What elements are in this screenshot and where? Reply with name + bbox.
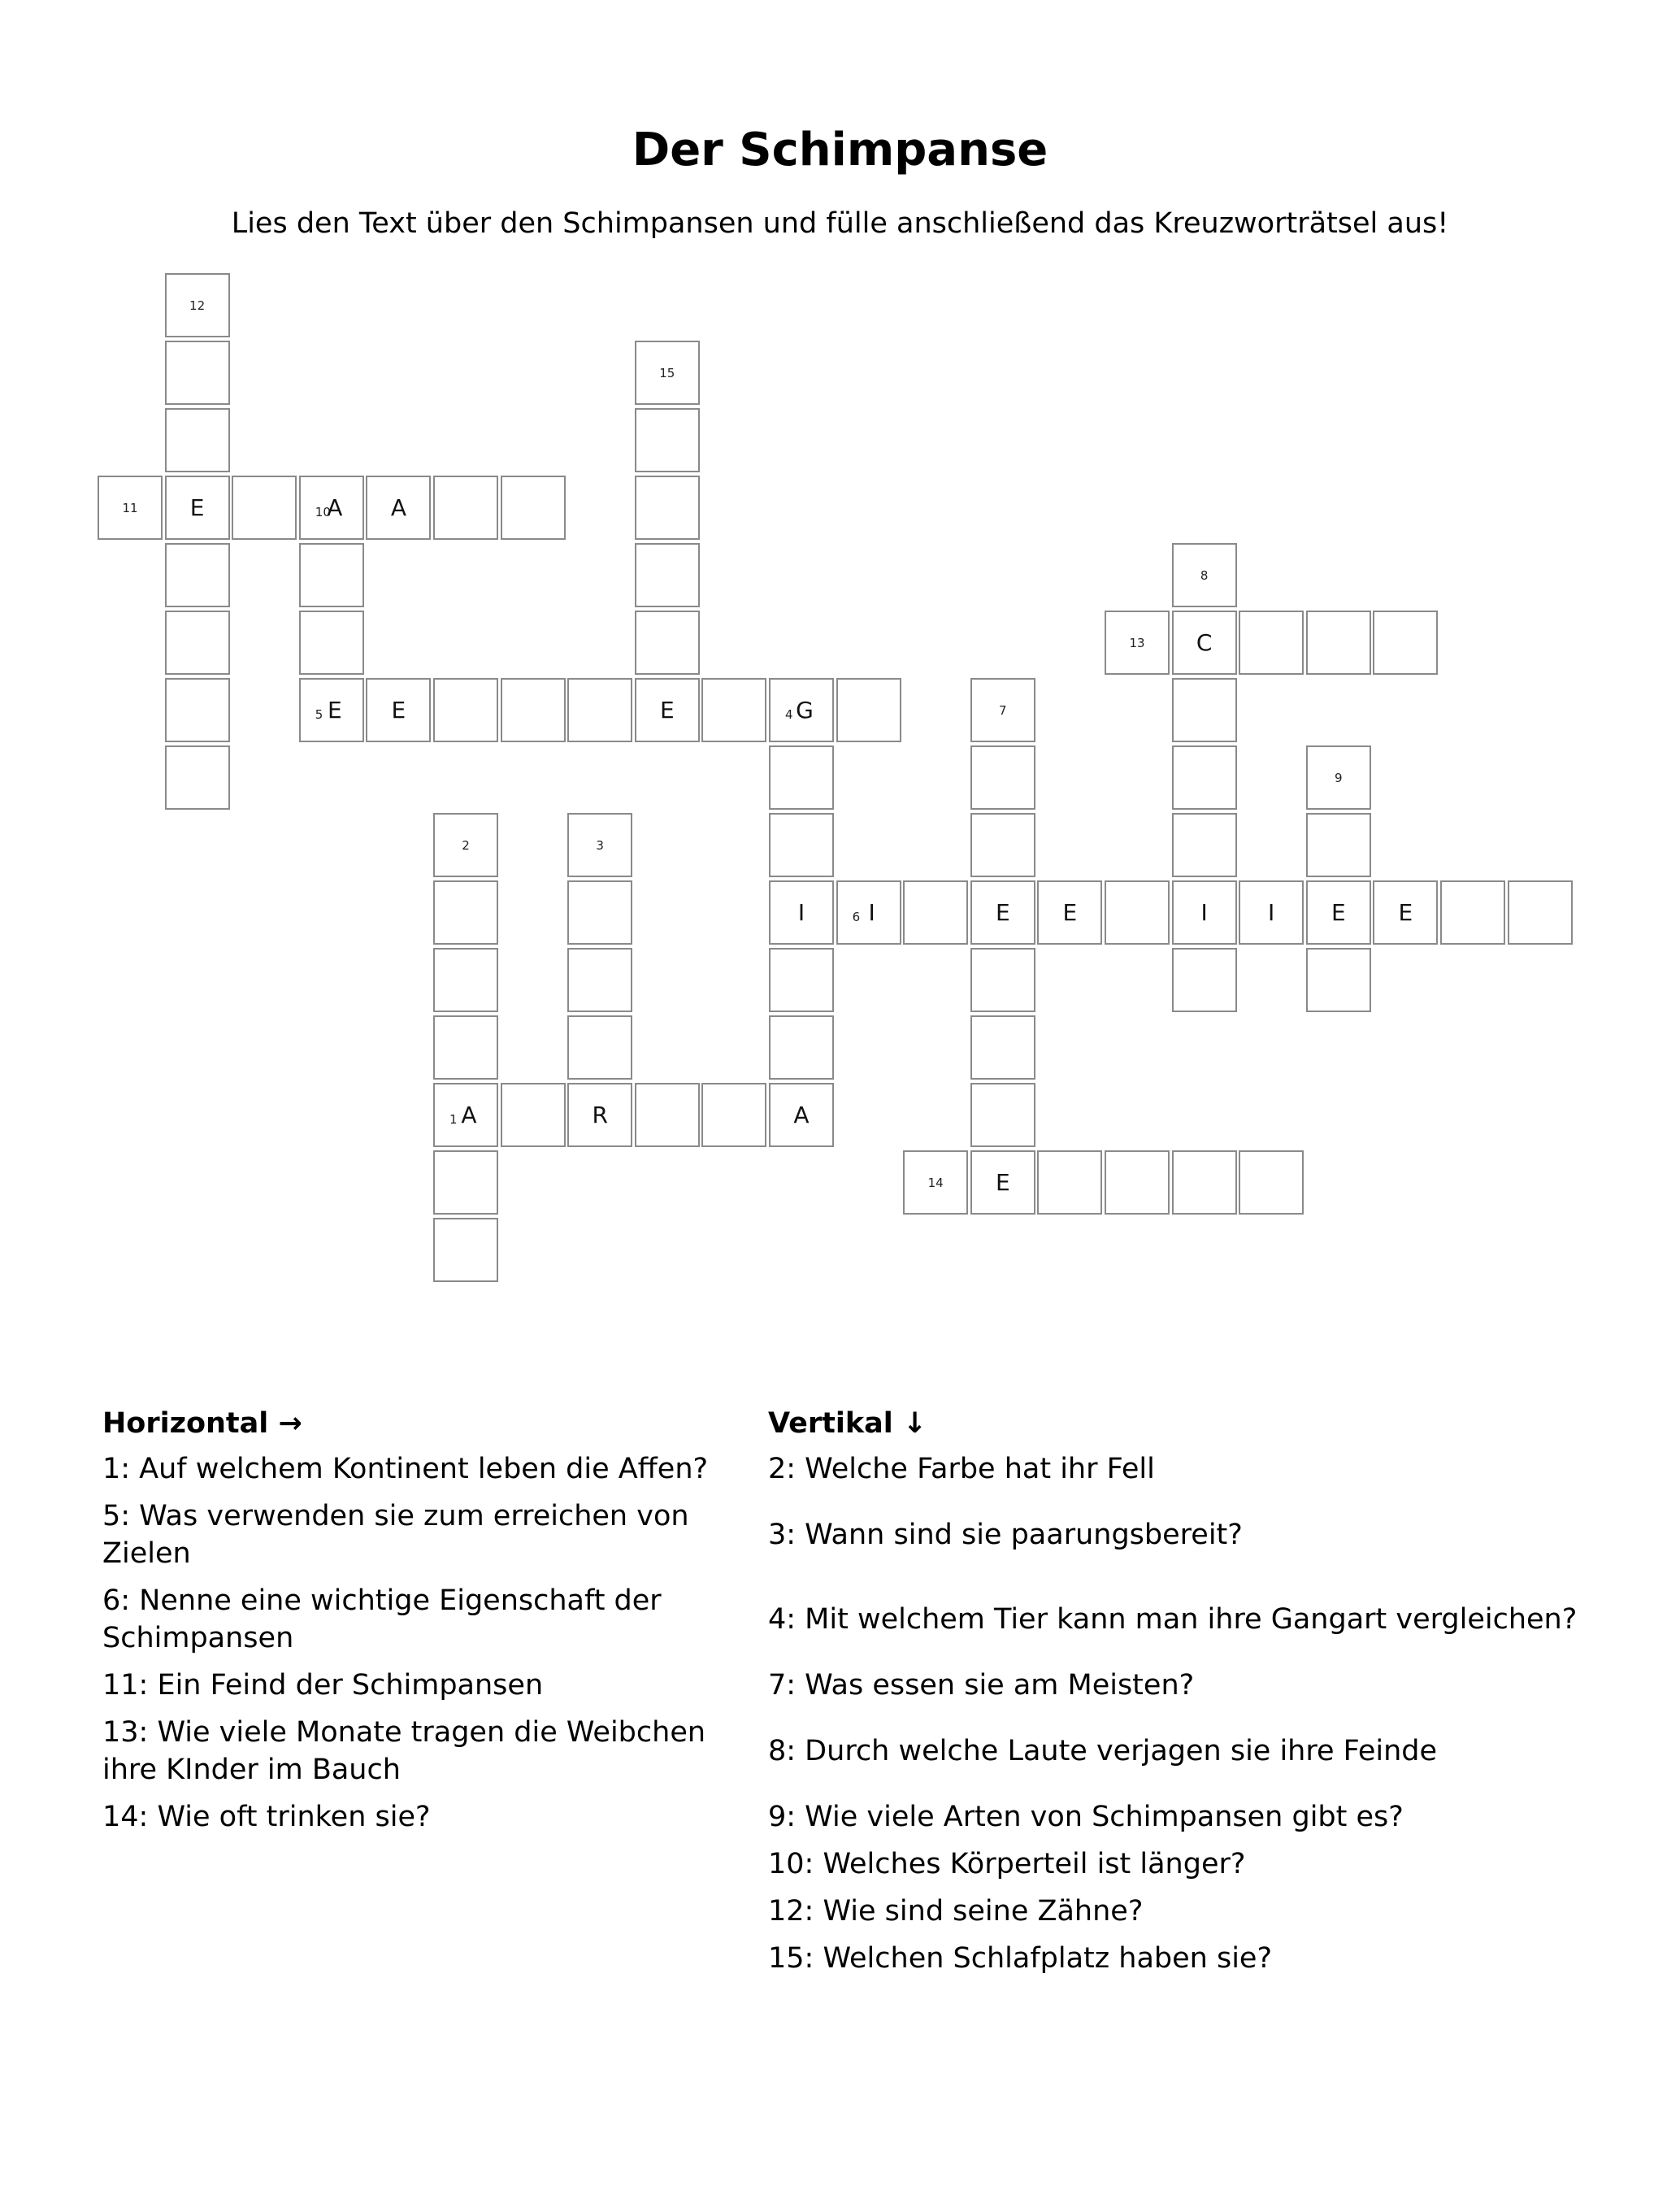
- horizontal-clue-13: 13: Wie viele Monate tragen die Weibchen ihre KInder im Bauch: [102, 1716, 706, 1786]
- crossword-cell[interactable]: [1239, 611, 1304, 675]
- crossword-cell[interactable]: [1306, 880, 1371, 945]
- crossword-cell[interactable]: [1440, 880, 1505, 945]
- crossword-cell[interactable]: [970, 1083, 1035, 1147]
- hint-letter: A: [461, 1102, 477, 1128]
- crossword-cell[interactable]: [433, 1218, 498, 1282]
- crossword-cell[interactable]: [433, 476, 498, 540]
- crossword-cell[interactable]: [635, 341, 700, 405]
- clue-number: 13: [1129, 635, 1145, 650]
- crossword-cell[interactable]: [970, 1015, 1035, 1080]
- crossword-cell[interactable]: [836, 678, 901, 742]
- clue-number: 6: [852, 909, 861, 924]
- horizontal-clue-1: 1: Auf welchem Kontinent leben die Affen?: [102, 1453, 709, 1485]
- clue-number: 12: [189, 298, 206, 313]
- clue-number: 10: [315, 504, 331, 519]
- crossword-cell[interactable]: [165, 745, 230, 810]
- page-title: Der Schimpanse: [632, 124, 1048, 176]
- hint-letter: A: [793, 1102, 810, 1128]
- crossword-cell[interactable]: [1172, 813, 1237, 877]
- crossword-cell[interactable]: [635, 408, 700, 472]
- crossword-cell[interactable]: [1306, 745, 1371, 810]
- vertical-clue-3: 3: Wann sind sie paarungsbereit?: [768, 1519, 1243, 1551]
- vertical-clue-12: 12: Wie sind seine Zähne?: [768, 1895, 1144, 1928]
- crossword-cell[interactable]: [701, 1083, 766, 1147]
- vertical-clue-10: 10: Welches Körperteil ist länger?: [768, 1848, 1246, 1880]
- crossword-cell[interactable]: [1037, 1150, 1102, 1215]
- crossword-cell[interactable]: [769, 880, 834, 945]
- vertical-clues: [768, 1405, 1597, 1982]
- crossword-cell[interactable]: [501, 1083, 566, 1147]
- crossword-cell[interactable]: [433, 948, 498, 1012]
- clue-number: 11: [122, 500, 138, 515]
- crossword-cell[interactable]: [635, 1083, 700, 1147]
- crossword-cell[interactable]: [433, 813, 498, 877]
- crossword-cell[interactable]: [1172, 880, 1237, 945]
- clue-number: 7: [999, 702, 1007, 718]
- crossword-cell[interactable]: [98, 476, 163, 540]
- crossword-cell[interactable]: [433, 880, 498, 945]
- crossword-cell[interactable]: [903, 1150, 968, 1215]
- horizontal-clue-11: 11: Ein Feind der Schimpansen: [102, 1669, 544, 1702]
- horizontal-clues: [102, 1405, 769, 1841]
- vertical-clue-8: 8: Durch welche Laute verjagen sie ihre Feinde: [768, 1735, 1438, 1767]
- crossword-cell[interactable]: [1105, 611, 1170, 675]
- crossword-cell[interactable]: [970, 745, 1035, 810]
- crossword-cell[interactable]: [165, 611, 230, 675]
- hint-letter: E: [327, 697, 342, 724]
- crossword-cell[interactable]: [635, 476, 700, 540]
- crossword-cell[interactable]: [433, 678, 498, 742]
- clue-number: 1: [449, 1111, 458, 1127]
- crossword-cell[interactable]: [433, 1150, 498, 1215]
- crossword-cell[interactable]: [701, 678, 766, 742]
- crossword-cell[interactable]: [165, 273, 230, 337]
- horizontal-clue-6: 6: Nenne eine wichtige Eigenschaft der Schimpansen: [102, 1584, 662, 1654]
- crossword-cell[interactable]: [165, 341, 230, 405]
- crossword-cell[interactable]: [970, 1150, 1035, 1215]
- crossword-cell[interactable]: [769, 1015, 834, 1080]
- crossword-cell[interactable]: [567, 1015, 632, 1080]
- hint-letter: R: [592, 1102, 608, 1128]
- clue-number: 5: [315, 706, 323, 722]
- hint-letter: I: [1268, 899, 1275, 926]
- vertical-clue-15: 15: Welchen Schlafplatz haben sie?: [768, 1942, 1273, 1975]
- vertical-clue-4: 4: Mit welchem Tier kann man ihre Gangart vergleichen?: [768, 1603, 1578, 1636]
- vertical-clues-heading: Vertikal ↓: [768, 1407, 927, 1440]
- crossword-cell[interactable]: [1306, 948, 1371, 1012]
- crossword-cell[interactable]: [1037, 880, 1102, 945]
- crossword-cell[interactable]: [1306, 813, 1371, 877]
- hint-letter: E: [995, 899, 1010, 926]
- crossword-cell[interactable]: [433, 1083, 498, 1147]
- crossword-cell[interactable]: [299, 611, 364, 675]
- hint-letter: I: [868, 899, 875, 926]
- crossword-cell[interactable]: [501, 678, 566, 742]
- hint-letter: E: [189, 494, 205, 521]
- horizontal-clues-heading: Horizontal →: [102, 1407, 302, 1440]
- hint-letter: C: [1196, 629, 1213, 656]
- crossword-cell[interactable]: [1172, 745, 1237, 810]
- hint-letter: E: [995, 1169, 1010, 1196]
- crossword-cell[interactable]: [970, 678, 1035, 742]
- hint-letter: E: [659, 697, 675, 724]
- crossword-cell[interactable]: [165, 678, 230, 742]
- crossword-cell[interactable]: [1306, 611, 1371, 675]
- crossword-cell[interactable]: [299, 678, 364, 742]
- crossword-cell[interactable]: [1172, 543, 1237, 607]
- crossword-cell[interactable]: [567, 948, 632, 1012]
- crossword-cell[interactable]: [165, 408, 230, 472]
- crossword-cell[interactable]: [769, 745, 834, 810]
- crossword-cell[interactable]: [970, 948, 1035, 1012]
- crossword-cell[interactable]: [970, 880, 1035, 945]
- crossword-cell[interactable]: [903, 880, 968, 945]
- hint-letter: E: [391, 697, 406, 724]
- crossword-cell[interactable]: [1239, 880, 1304, 945]
- horizontal-clue-5: 5: Was verwenden sie zum erreichen von Zielen: [102, 1500, 689, 1570]
- clue-number: 8: [1200, 567, 1209, 583]
- crossword-cell[interactable]: [769, 678, 834, 742]
- crossword-cell[interactable]: [1105, 880, 1170, 945]
- crossword-cell[interactable]: [1172, 948, 1237, 1012]
- crossword-cell[interactable]: [1508, 880, 1573, 945]
- hint-letter: E: [1331, 899, 1346, 926]
- crossword-cell[interactable]: [1172, 678, 1237, 742]
- crossword-cell[interactable]: [769, 948, 834, 1012]
- crossword-cell[interactable]: [769, 813, 834, 877]
- crossword-cell[interactable]: [165, 476, 230, 540]
- hint-letter: G: [796, 697, 814, 724]
- crossword-cell[interactable]: [567, 678, 632, 742]
- crossword-cell[interactable]: [635, 611, 700, 675]
- crossword-cell[interactable]: [1105, 1150, 1170, 1215]
- crossword-cell[interactable]: [635, 543, 700, 607]
- crossword-cell[interactable]: [567, 813, 632, 877]
- crossword-cell[interactable]: [366, 678, 431, 742]
- crossword-cell[interactable]: [433, 1015, 498, 1080]
- vertical-clue-list: [768, 1445, 1597, 1982]
- crossword-cell[interactable]: [1373, 611, 1438, 675]
- crossword-cell[interactable]: [1239, 1150, 1304, 1215]
- hint-letter: A: [390, 494, 406, 521]
- clue-number: 14: [927, 1175, 944, 1190]
- vertical-clue-7: 7: Was essen sie am Meisten?: [768, 1669, 1195, 1702]
- vertical-clue-9: 9: Wie viele Arten von Schimpansen gibt es?: [768, 1801, 1404, 1833]
- crossword-cell[interactable]: [232, 476, 297, 540]
- crossword-cell[interactable]: [1373, 880, 1438, 945]
- hint-letter: A: [327, 494, 343, 521]
- crossword-cell[interactable]: [769, 1083, 834, 1147]
- horizontal-clue-14: 14: Wie oft trinken sie?: [102, 1801, 431, 1833]
- crossword-cell[interactable]: [1172, 1150, 1237, 1215]
- crossword-cell[interactable]: [567, 1083, 632, 1147]
- clue-number: 2: [462, 837, 470, 853]
- crossword-cell[interactable]: [366, 476, 431, 540]
- horizontal-clue-list: [102, 1445, 769, 1841]
- crossword-cell[interactable]: [635, 678, 700, 742]
- crossword-cell[interactable]: [165, 543, 230, 607]
- crossword-cell[interactable]: [299, 476, 364, 540]
- crossword-cell[interactable]: [836, 880, 901, 945]
- crossword-cell[interactable]: [1172, 611, 1237, 675]
- crossword-cell[interactable]: [501, 476, 566, 540]
- crossword-cell[interactable]: [299, 543, 364, 607]
- clue-number: 3: [596, 837, 604, 853]
- crossword-cell[interactable]: [567, 880, 632, 945]
- clue-number: 15: [659, 365, 675, 380]
- clue-number: 4: [785, 706, 793, 722]
- hint-letter: E: [1062, 899, 1078, 926]
- crossword-cell[interactable]: [970, 813, 1035, 877]
- hint-letter: I: [1200, 899, 1208, 926]
- instruction-text: Lies den Text über den Schimpansen und fülle anschließend das Kreuzworträtsel aus!: [231, 207, 1449, 240]
- vertical-clue-2: 2: Welche Farbe hat ihr Fell: [768, 1453, 1155, 1485]
- clue-number: 9: [1335, 770, 1343, 785]
- hint-letter: I: [797, 899, 805, 926]
- hint-letter: E: [1398, 899, 1413, 926]
